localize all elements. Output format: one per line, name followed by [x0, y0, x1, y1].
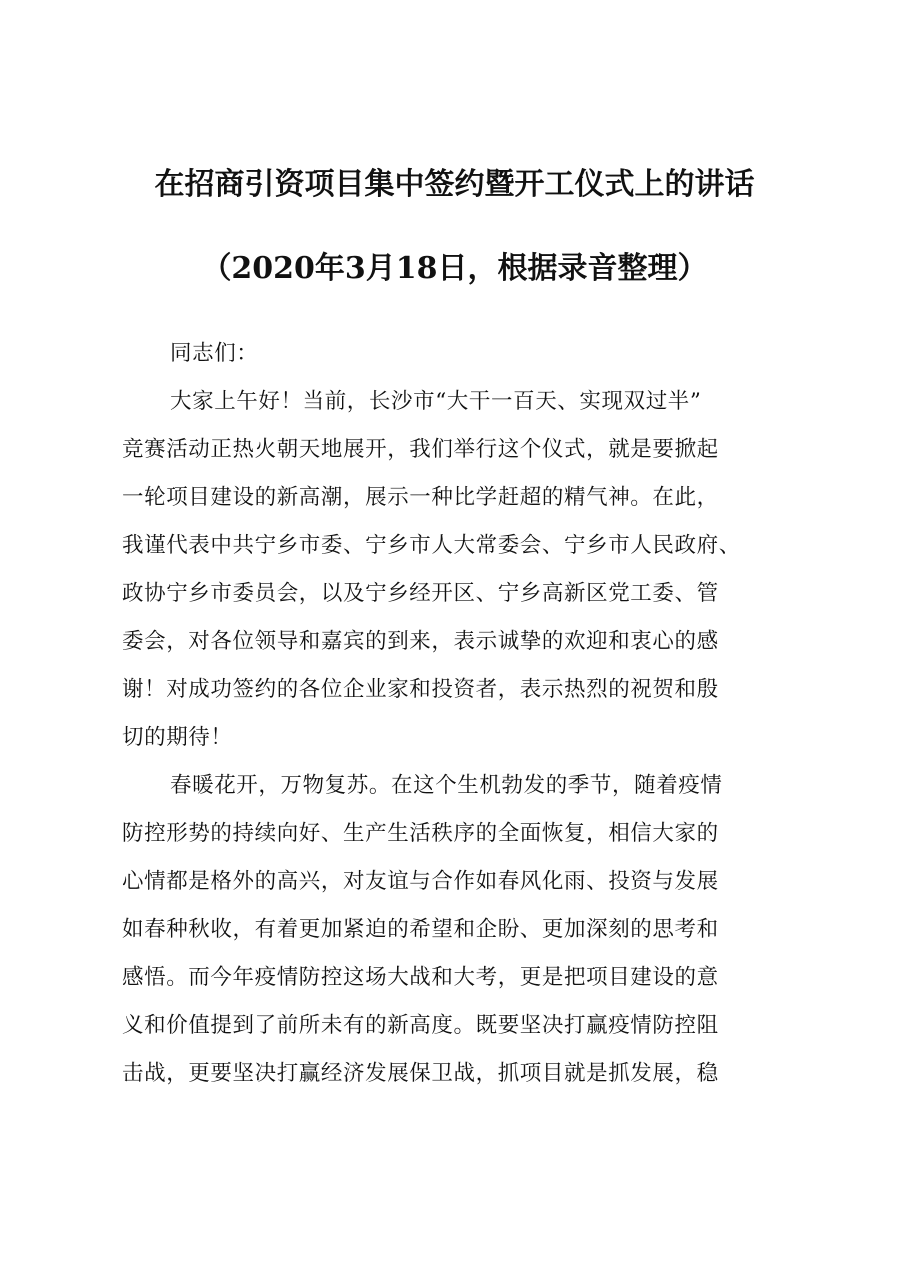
- document-title: 在招商引资项目集中签约暨开工仪式上的讲话: [154, 167, 755, 202]
- paragraph-line: 谢！对成功签约的各位企业家和投资者，表示热烈的祝贺和殷: [122, 677, 719, 702]
- paragraph-line: 切的期待！: [122, 725, 233, 750]
- paragraph-line: 一轮项目建设的新高潮，展示一种比学赶超的精气神。在此，: [122, 485, 719, 510]
- paragraph-line: 政协宁乡市委员会，以及宁乡经开区、宁乡高新区党工委、管: [122, 581, 719, 606]
- paragraph-line: 大家上午好！当前，长沙市“大干一百天、实现双过半”: [170, 389, 702, 414]
- paragraph-line: 竞赛活动正热火朝天地展开，我们举行这个仪式，就是要掀起: [122, 437, 719, 462]
- document-subtitle: （2020年3月18日，根据录音整理）: [201, 251, 708, 286]
- paragraph-line: 义和价值提到了前所未有的新高度。既要坚决打赢疫情防控阻: [122, 1013, 719, 1038]
- paragraph-line: 心情都是格外的高兴，对友谊与合作如春风化雨、投资与发展: [122, 869, 719, 894]
- paragraph-line: 春暖花开，万物复苏。在这个生机勃发的季节，随着疫情: [170, 773, 723, 798]
- paragraph-line: 如春种秋收，有着更加紧迫的希望和企盼、更加深刻的思考和: [122, 917, 719, 942]
- paragraph-line: 防控形势的持续向好、生产生活秩序的全面恢复，相信大家的: [122, 821, 719, 846]
- greeting: 同志们：: [170, 341, 259, 366]
- paragraph-line: 击战，更要坚决打赢经济发展保卫战，抓项目就是抓发展，稳: [122, 1061, 719, 1086]
- paragraph-line: 我谨代表中共宁乡市委、宁乡市人大常委会、宁乡市人民政府、: [122, 533, 741, 558]
- paragraph-line: 委会，对各位领导和嘉宾的到来，表示诚挚的欢迎和衷心的感: [122, 629, 719, 654]
- paragraph-line: 感悟。而今年疫情防控这场大战和大考，更是把项目建设的意: [122, 965, 719, 990]
